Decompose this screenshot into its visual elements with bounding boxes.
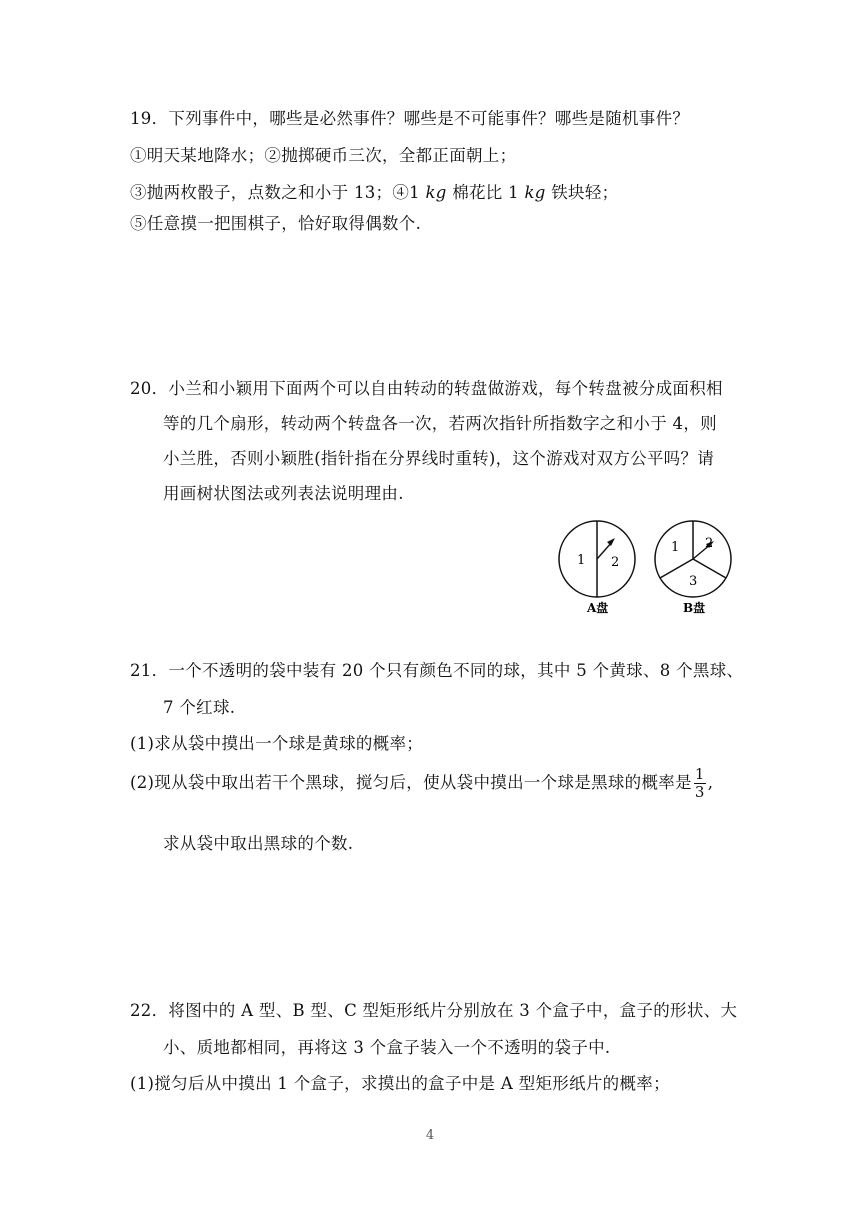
q21-part2-line2: 求从袋中取出黑球的个数. — [163, 834, 354, 853]
q19-line3-text-a: ③抛两枚骰子，点数之和小于 13；④1 — [130, 183, 426, 202]
spinner-a — [555, 520, 645, 616]
q19-line3 — [130, 182, 618, 204]
fraction-denominator: 3 — [694, 783, 705, 801]
q19-unit-kg-1: kg — [425, 183, 447, 202]
q20-line3: 小兰胜，否则小颖胜(指针指在分界线时重转)，这个游戏对双方公平吗？请 — [163, 449, 715, 468]
q22-line2: 小、质地都相同，再将这 3 个盒子装入一个不透明的袋子中. — [163, 1038, 611, 1057]
q21-line2: 7 个红球. — [163, 698, 236, 717]
spinner-a-arrowhead — [607, 538, 615, 546]
fraction-one-third — [694, 766, 706, 801]
q21-part1: (1)求从袋中摸出一个球是黄球的概率； — [130, 734, 424, 753]
spinner-a-caption: A盘 — [587, 601, 609, 615]
q21-line1: 21．一个不透明的袋中装有 20 个只有颜色不同的球，其中 5 个黄球、8 个黑球、 — [130, 661, 744, 680]
spinner-b-label-2: 2 — [705, 536, 714, 551]
spinner-b-label-3: 3 — [689, 574, 698, 589]
q20-line2: 等的几个扇形，转动两个转盘各一次，若两次指针所指数字之和小于 4，则 — [163, 414, 717, 433]
q22-part1: (1)搅匀后从中摸出 1 个盒子，求摸出的盒子中是 A 型矩形纸片的概率； — [130, 1074, 670, 1093]
spinner-b — [651, 520, 741, 616]
q19-stem: 19．下列事件中，哪些是必然事件？哪些是不可能事件？哪些是随机事件？ — [130, 109, 690, 128]
q20-line4: 用画树状图法或列表法说明理由. — [163, 484, 404, 503]
q21-part2 — [130, 766, 713, 801]
page-number: 4 — [425, 1128, 435, 1143]
q21-part2-text: (2)现从袋中取出若干个黑球，搅匀后，使从袋中摸出一个球是黑球的概率是 — [130, 773, 692, 792]
q19-line4: ⑤任意摸一把围棋子，恰好取得偶数个. — [130, 214, 422, 233]
spinner-b-divider-right — [693, 559, 726, 578]
fraction-numerator: 1 — [694, 765, 705, 783]
q19-unit-kg-2: kg — [524, 183, 546, 202]
q21-part2-end: , — [707, 773, 714, 792]
spinner-b-label-1: 1 — [671, 540, 680, 555]
q19-line3-text-c: 铁块轻； — [545, 183, 619, 202]
spinner-b-caption: B盘 — [683, 601, 706, 615]
q19-line3-text-b: 棉花比 1 — [446, 183, 525, 202]
q22-line1: 22．将图中的 A 型、B 型、C 型矩形纸片分别放在 3 个盒子中，盒子的形状、大 — [130, 1001, 738, 1020]
q19-line2: ①明天某地降水；②抛掷硬币三次，全都正面朝上； — [130, 146, 517, 165]
q20-line1: 20．小兰和小颖用下面两个可以自由转动的转盘做游戏，每个转盘被分成面积相 — [130, 379, 723, 398]
spinner-a-label-2: 2 — [611, 555, 620, 570]
spinner-a-label-1: 1 — [577, 553, 586, 568]
